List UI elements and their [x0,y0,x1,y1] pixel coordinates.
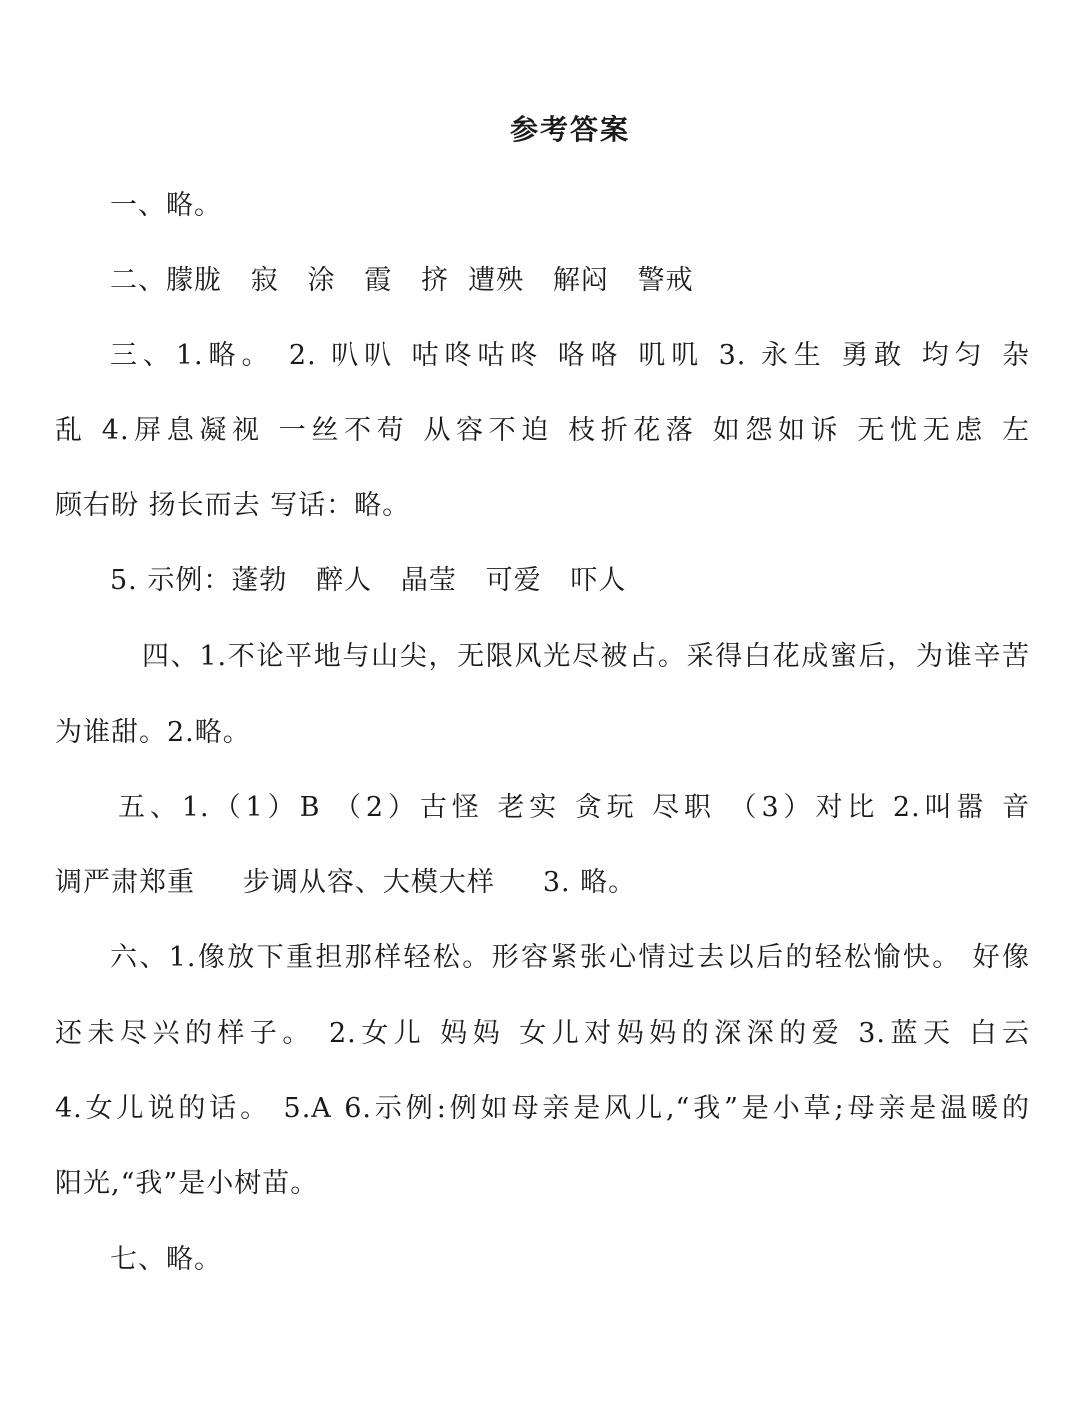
answer-section-5-line-2: 调严肃郑重 步调从容、大模大样 3. 略。 [55,867,637,898]
answer-section-2: 二、朦胧 寂 涂 霞 挤 遭殃 解闷 警戒 [110,265,694,296]
answer-section-7: 七、略。 [110,1244,222,1275]
answer-section-6-line-2: 还未尽兴的样子。 2.女儿 妈妈 女儿对妈妈的深深的爱 3.蓝天 白云 [55,1018,1030,1049]
answer-section-6-line-3: 4.女儿说的话。 5.A 6.示例:例如母亲是风儿,“我”是小草;母亲是温暖的 [55,1093,1030,1124]
answer-section-3-line-3: 顾右盼 扬长而去 写话：略。 [55,490,411,521]
page-title: 参考答案 [509,113,630,146]
answer-section-1: 一、略。 [110,190,222,221]
answer-section-3-line-1: 三、1.略。 2. 叭叭 咕咚咕咚 咯咯 叽叽 3. 永生 勇敢 均匀 杂 [110,340,1030,371]
answer-section-3-item-5: 5. 示例：蓬勃 醉人 晶莹 可爱 吓人 [110,565,627,596]
answer-section-5-line-1: 五、1.（1）B （2）古怪 老实 贪玩 尽职 （3）对比 2.叫嚣 音 [118,792,1030,823]
answer-section-4-line-1: 四、1.不论平地与山尖，无限风光尽被占。采得白花成蜜后，为谁辛苦 [142,641,1030,672]
answer-section-6-line-1: 六、1.像放下重担那样轻松。形容紧张心情过去以后的轻松愉快。 好像 [110,942,1030,973]
answer-section-4-line-2: 为谁甜。2.略。 [55,717,251,748]
answer-section-6-line-4: 阳光,“我”是小树苗。 [55,1168,319,1199]
answer-section-3-line-2: 乱 4.屏息凝视 一丝不苟 从容不迫 枝折花落 如怨如诉 无忧无虑 左 [55,415,1030,446]
